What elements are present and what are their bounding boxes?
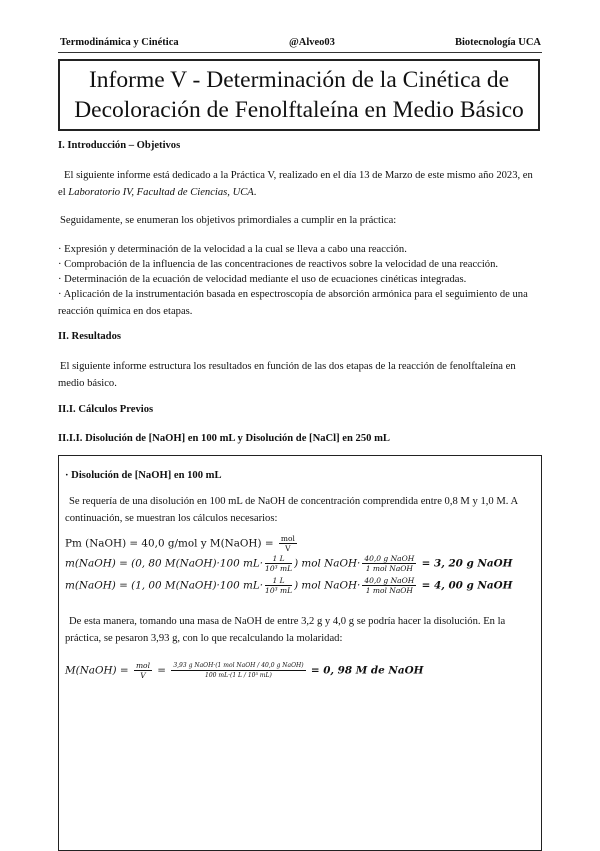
objective-item: · Aplicación de la instrumentación basada en espectroscopía de absorción armónica para el seguimiento de una reacción química en dos etapas. (58, 289, 528, 317)
objectives-lead: Seguidamente, se enumeran los objetivos primordiales a cumplir en la práctica: (60, 215, 397, 226)
eq3-result: = 4, 00 g NaOH (421, 579, 513, 592)
section-1-heading: I. Introducción – Objetivos (58, 140, 181, 151)
eq3-f2-num: 40,0 g NaOH (364, 576, 415, 585)
title-box (58, 59, 540, 131)
intro-text: El siguiente informe está dedicado a la Práctica V, realizado en el día 13 de Marzo de este mismo año 2023, en el (58, 170, 533, 198)
eq4-num: 3,93 g NaOH·(1 mol NaOH / 40,0 g NaOH) (173, 662, 304, 669)
objective-item: · Determinación de la ecuación de velocidad mediante el uso de ecuaciones cinéticas integradas. (58, 274, 467, 285)
eq3-f1-den: 10³ mL (265, 586, 293, 595)
eq4-f1-den: V (140, 671, 146, 680)
eq1-den: V (285, 544, 291, 553)
eq2-f1-num: 1 L (265, 554, 292, 564)
header-rule (58, 52, 542, 53)
eq4-fraction-2 (171, 661, 305, 680)
eq1-lhs: Pm (NaOH) = 40,0 g/mol y M(NaOH) = (65, 537, 274, 550)
eq1-num: mol (280, 534, 295, 543)
eq3-lhs: m(NaOH) = (1, 00 M(NaOH)·100 mL· (65, 579, 264, 592)
section-2-heading: II. Resultados (58, 331, 121, 342)
box-heading: · Disolución de [NaOH] en 100 mL (65, 470, 222, 481)
section-211-heading: II.I.I. Disolución de [NaOH] en 100 mL y Disolución de [NaCl] en 250 mL (58, 433, 390, 444)
eq2-f2-num: 40,0 g NaOH (364, 554, 415, 563)
header-handle: @Alveo03 (289, 37, 335, 48)
eq4-lhs: M(NaOH) = (65, 664, 129, 677)
eq3-fraction-1 (265, 576, 292, 595)
equation-4 (65, 661, 423, 680)
equation-1 (65, 534, 299, 553)
box-text-1: Se requería de una disolución en 100 mL de NaOH de concentración comprendida entre 0,8 M y 1,0 M. A continuación, se muestran los cálculos necesarios: (65, 496, 518, 524)
intro-end: . (253, 186, 257, 198)
title-line-2: Decoloración de Fenolftaleína en Medio Básico (74, 97, 524, 123)
eq2-result: = 3, 20 g NaOH (421, 557, 513, 570)
eq2-mid: ) mol NaOH· (294, 557, 361, 570)
calculation-box (58, 455, 542, 851)
header-course: Termodinámica y Cinética (60, 37, 179, 48)
eq4-result: = 0, 98 M de NaOH (310, 664, 424, 677)
eq2-fraction-2 (362, 554, 416, 573)
box-text-2: De esta manera, tomando una masa de NaOH de entre 3,2 g y 4,0 g se podría hacer la disolución. En la práctica, se pesaron 3,93 g, con lo que recalculando la molaridad: (65, 616, 506, 644)
eq4-equals: = (157, 664, 166, 677)
eq3-mid: ) mol NaOH· (294, 579, 361, 592)
eq1-fraction (279, 534, 297, 553)
eq3-f2-den: 1 mol NaOH (365, 586, 413, 595)
eq4-fraction-1 (134, 661, 152, 680)
eq4-den: 100 mL·(1 L / 10³ mL) (205, 672, 272, 679)
title-line-1: Informe V - Determinación de la Cinética de (88, 67, 510, 93)
eq2-f1-den: 10³ mL (265, 564, 293, 573)
equation-3 (65, 576, 513, 595)
section-21-heading: II.I. Cálculos Previos (58, 404, 154, 415)
page-header (60, 37, 541, 51)
intro-paragraph (58, 168, 543, 201)
eq3-fraction-2 (362, 576, 416, 595)
intro-lab: Laboratorio IV, Facultad de Ciencias, UCA (68, 186, 254, 198)
objective-item: · Comprobación de la influencia de las concentraciones de reactivos sobre la velocidad de una reacción. (58, 259, 499, 270)
eq3-f1-num: 1 L (265, 576, 292, 586)
eq2-fraction-1 (265, 554, 292, 573)
header-program: Biotecnología UCA (454, 37, 541, 48)
section-2-text: El siguiente informe estructura los resultados en función de las dos etapas de la reacción de fenolftaleína en medio básico. (58, 361, 516, 389)
objective-item: · Expresión y determinación de la velocidad a la cual se lleva a cabo una reacción. (58, 244, 407, 255)
equation-2 (65, 554, 513, 573)
eq4-f1-num: mol (135, 661, 150, 670)
eq2-f2-den: 1 mol NaOH (365, 564, 413, 573)
eq2-lhs: m(NaOH) = (0, 80 M(NaOH)·100 mL· (65, 557, 264, 570)
